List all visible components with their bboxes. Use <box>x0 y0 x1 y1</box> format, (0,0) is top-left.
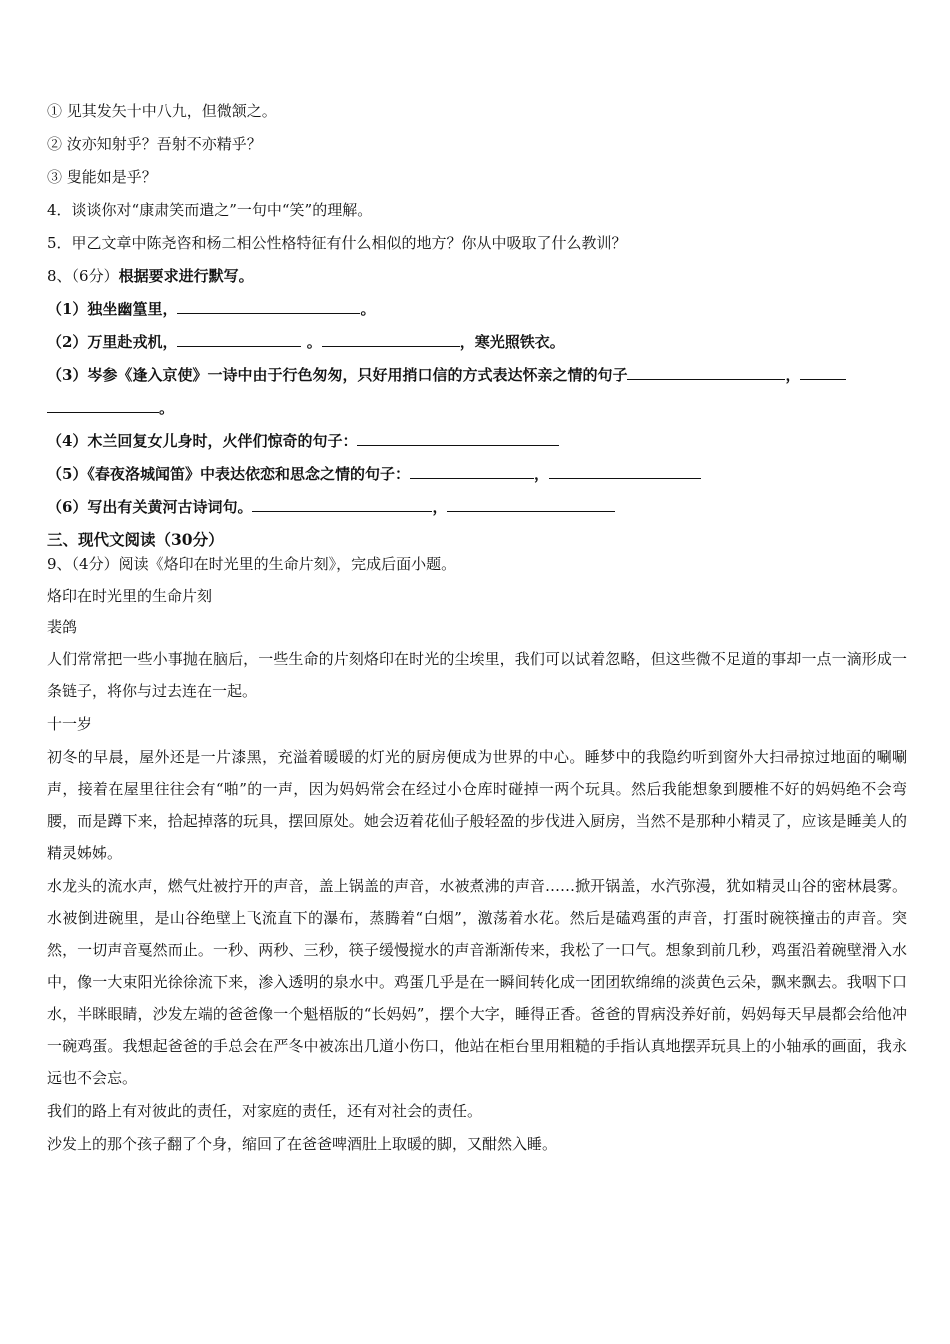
article-paragraph: 人们常常把一些小事抛在脑后，一些生命的片刻烙印在时光的尘埃里，我们可以试着忽略，但这些微不足道的事却一点一滴形成一条链子，将你与过去连在一起。 <box>47 650 907 700</box>
dictation-item-2 <box>47 331 907 353</box>
text-line: ③ 叟能如是乎？ <box>47 168 157 186</box>
dictation-text: （1）独坐幽篁里， <box>47 300 178 318</box>
article-paragraph: 沙发上的那个孩子翻了个身，缩回了在爸爸啤酒肚上取暖的脚，又酣然入睡。 <box>47 1135 558 1153</box>
dictation-text: ， <box>533 465 549 483</box>
dictation-text: ， <box>432 498 448 516</box>
dictation-text: （2）万里赴戎机， <box>47 333 178 351</box>
question-number: 8、（6分） <box>47 267 119 285</box>
answer-blank[interactable] <box>800 364 846 380</box>
question-8-header <box>47 265 907 287</box>
dictation-text: （4）木兰回复女儿身时，火伴们惊奇的句子： <box>47 432 358 450</box>
dictation-text: ， <box>785 366 801 384</box>
question-prompt: 根据要求进行默写。 <box>118 267 254 285</box>
article-title: 烙印在时光里的生命片刻 <box>47 587 213 605</box>
dictation-item-3-cont <box>47 397 907 419</box>
text-line: ② 汝亦知射乎？吾射不亦精乎？ <box>47 135 262 153</box>
article-subheading: 十一岁 <box>47 715 93 733</box>
dictation-item-4 <box>47 430 907 452</box>
dictation-text: ，寒光照铁衣。 <box>459 333 565 351</box>
answer-blank[interactable] <box>447 496 615 512</box>
article-author: 裴鸽 <box>47 618 78 636</box>
answer-blank[interactable] <box>357 430 559 446</box>
answer-blank[interactable] <box>252 496 432 512</box>
section-heading: 三、现代文阅读（30分） <box>47 530 224 549</box>
dictation-text: 。 <box>306 333 322 351</box>
answer-blank[interactable] <box>177 298 360 314</box>
answer-blank[interactable] <box>549 463 701 479</box>
dictation-text: （6）写出有关黄河古诗词句。 <box>47 498 253 516</box>
question-4: 4．谈谈你对“康肃笑而遣之”一句中“笑”的理解。 <box>47 201 373 219</box>
answer-blank[interactable] <box>177 331 301 347</box>
text-line: ① 见其发矢十中八九，但微颔之。 <box>47 102 277 120</box>
answer-blank[interactable] <box>322 331 460 347</box>
dictation-item-5 <box>47 463 907 485</box>
question-5: 5．甲乙文章中陈尧咨和杨二相公性格特征有什么相似的地方？你从中吸取了什么教训？ <box>47 234 627 252</box>
document-page <box>47 100 907 1161</box>
answer-blank[interactable] <box>627 364 785 380</box>
dictation-text: （3）岑参《逢入京使》一诗中由于行色匆匆，只好用捎口信的方式表达怀亲之情的句子 <box>47 366 628 384</box>
dictation-text: （5）《春夜洛城闻笛》中表达依恋和思念之情的句子： <box>47 465 410 483</box>
article-paragraph: 我们的路上有对彼此的责任，对家庭的责任，还有对社会的责任。 <box>47 1102 483 1120</box>
dictation-item-6 <box>47 496 907 518</box>
question-9: 9、（4分）阅读《烙印在时光里的生命片刻》，完成后面小题。 <box>47 555 457 573</box>
dictation-item-1 <box>47 298 907 320</box>
dictation-item-3 <box>47 364 907 386</box>
article-paragraph: 水龙头的流水声，燃气灶被拧开的声音，盖上锅盖的声音，水被煮沸的声音……掀开锅盖，水汽弥漫，犹如精灵山谷的密林晨雾。水被倒进碗里，是山谷绝壁上飞流直下的瀑布，蒸腾着“白烟”，激荡着水花。然后是磕鸡蛋的声音，打蛋时碗筷撞击的声音。突然，一切声音戛然而止。一秒、两秒、三秒，筷子缓慢搅水的声音渐渐传来，我松了一口气。想象到前几秒，鸡蛋沿着碗壁滑入水中，像一大束阳光徐徐流下来，渗入透明的泉水中。鸡蛋几乎是在一瞬间转化成一团团软绵绵的淡黄色云朵，飘来飘去。我咽下口水，半眯眼睛，沙发左端的爸爸像一个魁梧版的“长妈妈”，摆个大字，睡得正香。爸爸的胃病没养好前，妈妈每天早晨都会给他冲一碗鸡蛋。我想起爸爸的手总会在严冬中被冻出几道小伤口，他站在柜台里用粗糙的手指认真地摆弄玩具上的小轴承的画面，我永远也不会忘。 <box>47 877 907 1087</box>
article-paragraph: 初冬的早晨，屋外还是一片漆黑，充溢着暖暖的灯光的厨房便成为世界的中心。睡梦中的我隐约听到窗外大扫帚掠过地面的唰唰声，接着在屋里往往会有“啪”的一声，因为妈妈常会在经过小仓库时碰掉一两个玩具。然后我能想象到腰椎不好的妈妈绝不会弯腰，而是蹲下来，拾起掉落的玩具，摆回原处。她会迈着花仙子般轻盈的步伐进入厨房，当然不是那种小精灵了，应该是睡美人的精灵姊姊。 <box>47 748 907 862</box>
dictation-text: 。 <box>360 300 376 318</box>
dictation-text: 。 <box>159 399 175 417</box>
answer-blank[interactable] <box>47 397 159 413</box>
answer-blank[interactable] <box>410 463 534 479</box>
